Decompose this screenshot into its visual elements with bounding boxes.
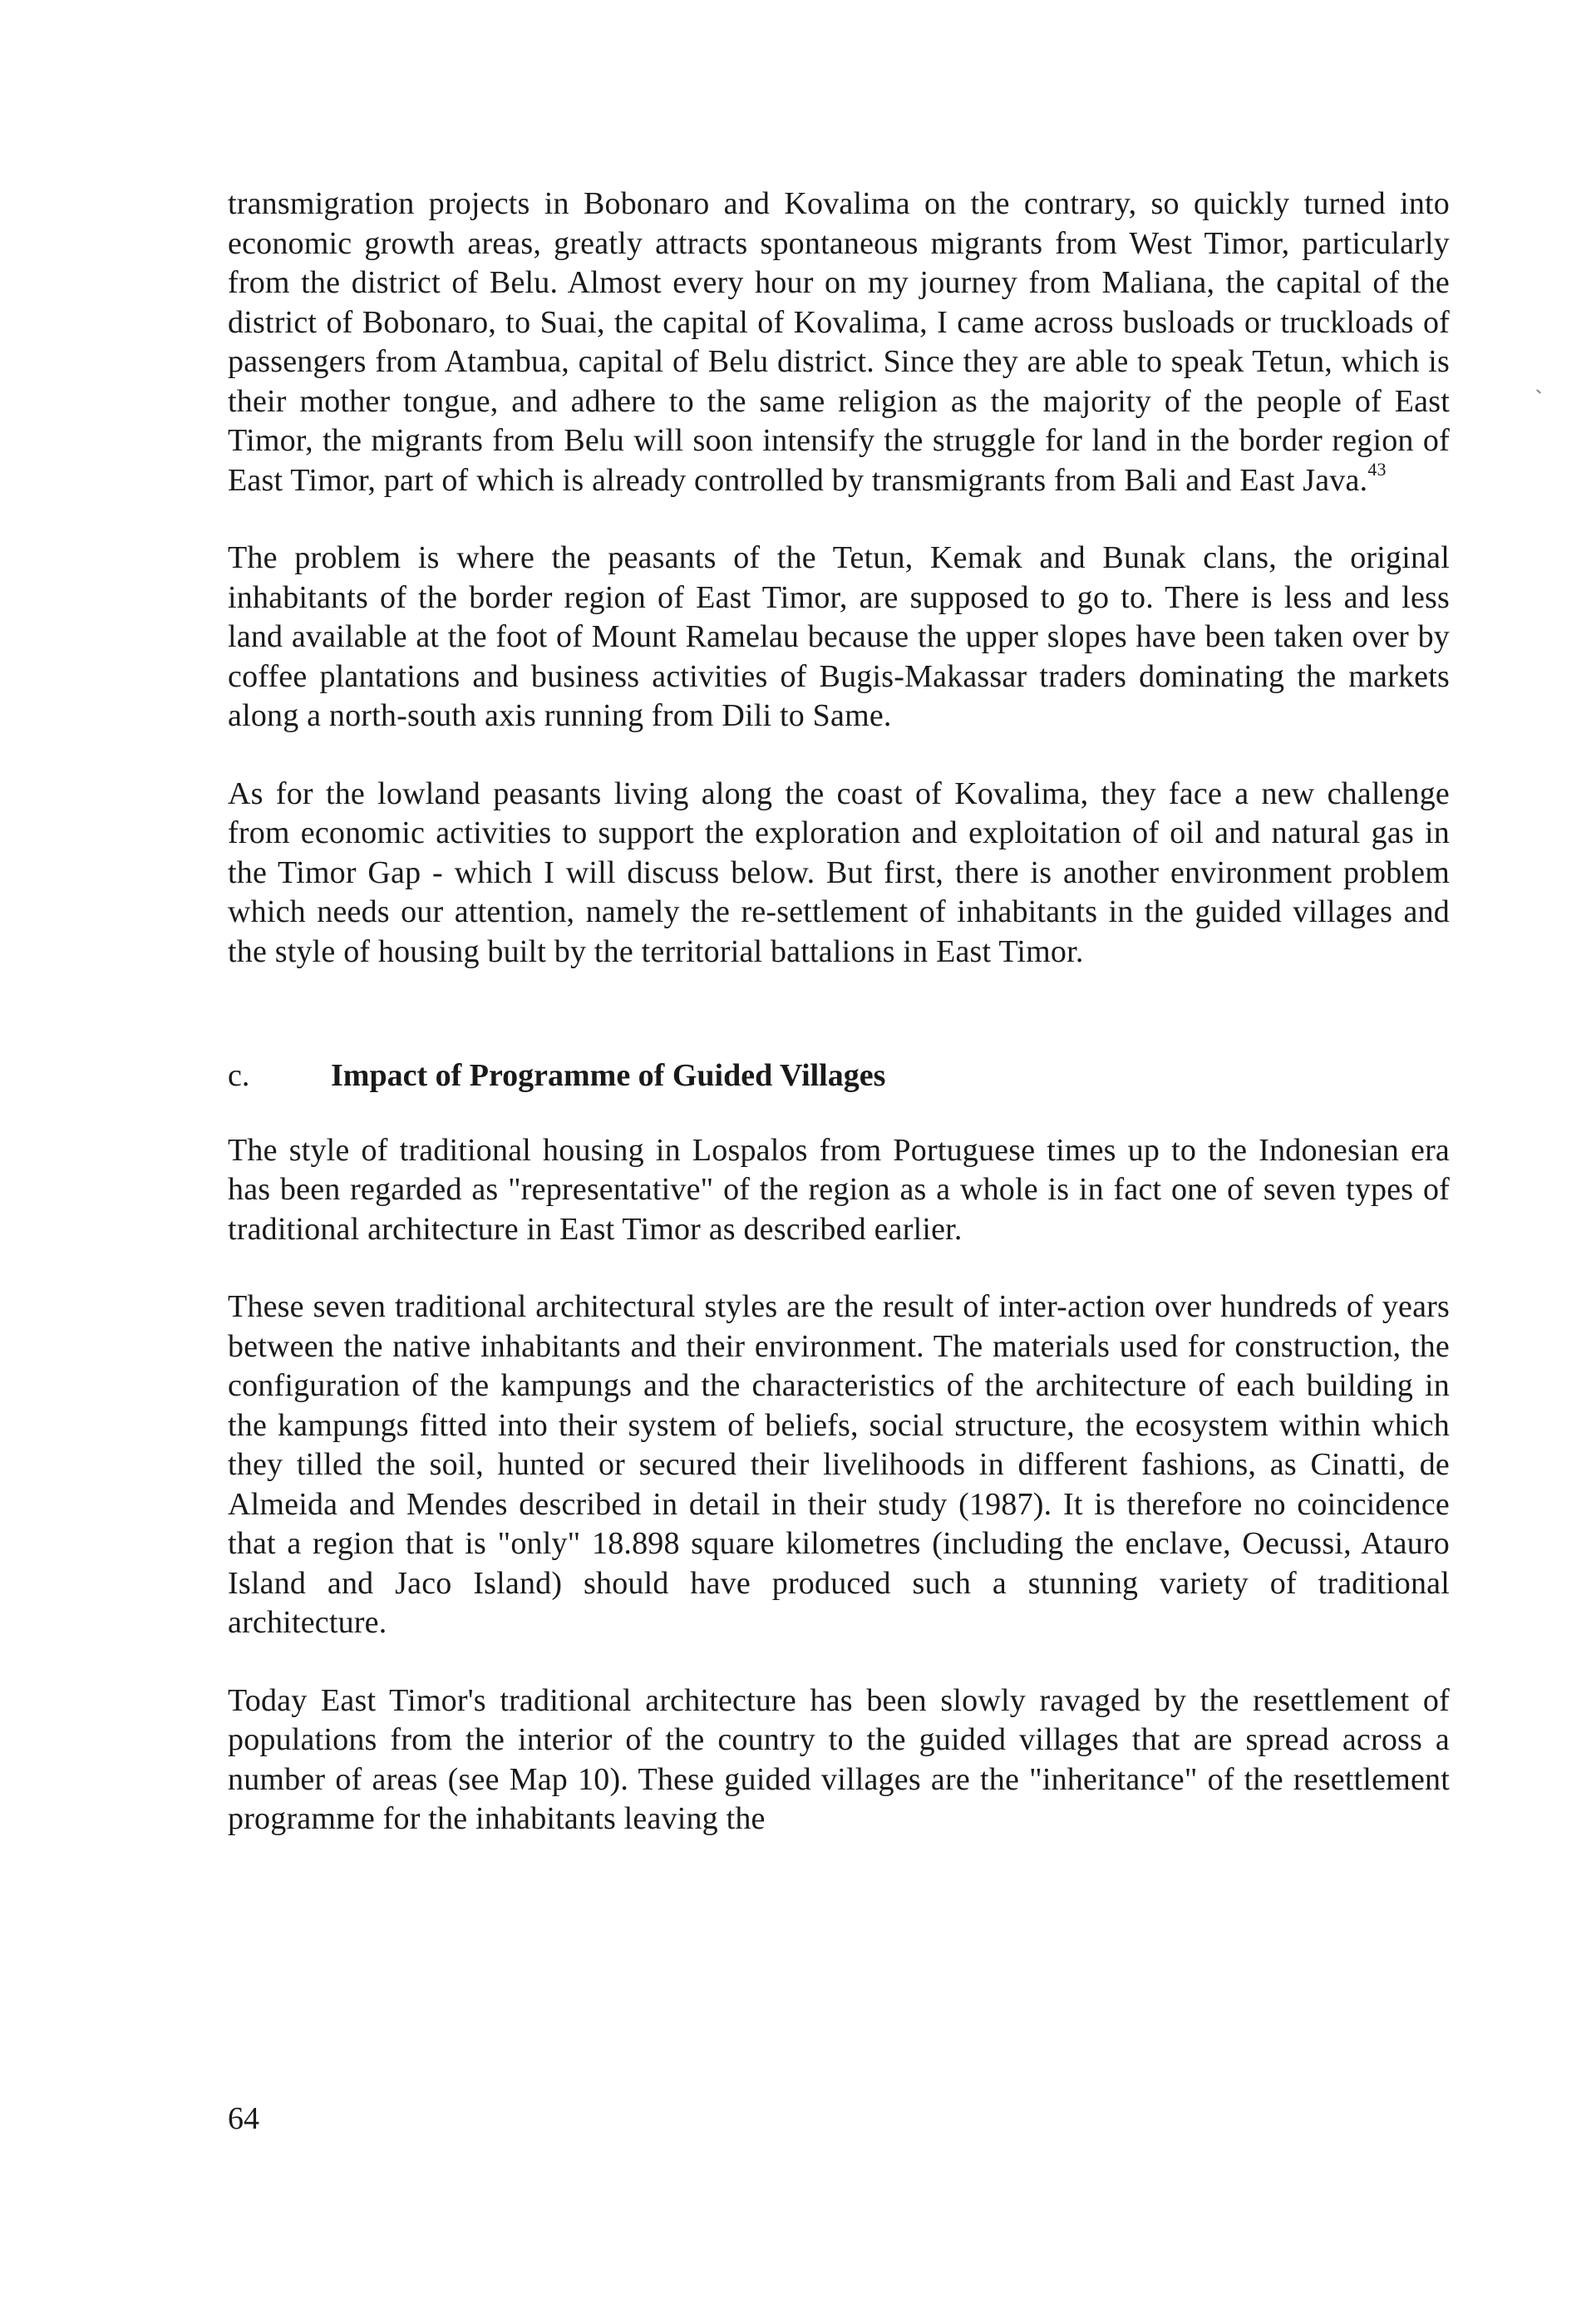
paragraph-transmigration bbox=[228, 185, 1450, 500]
paragraph-lowland-peasants: As for the lowland peasants living along the coast of Kovalima, they face a new challenge from economic activities to support the exploration and exploitation of oil and natural gas in the Timor Gap - which I will discuss below. But first, there is another environment problem which needs our attention, namely the re-settlement of inhabitants in the guided villages and the style of housing built by the territorial battalions in East Timor. bbox=[228, 775, 1450, 969]
paragraph-seven-styles: These seven traditional architectural styles are the result of inter-action over hundreds of years between the native inhabitants and their environment. The materials used for construction, the configuration of the kampungs and the characteristics of the architecture of each building in the kampungs fitted into their system of beliefs, social structure, the ecosystem within which they tilled the soil, hunted or secured their livelihoods in different fashions, as Cinatti, de Almeida and Mendes described in detail in their study (1987). It is therefore no coincidence that a region that is "only" 18.898 square kilometres (including the enclave, Oecussi, Atauro Island and Jaco Island) should have produced such a stunning variety of traditional architecture. bbox=[228, 1289, 1450, 1640]
paragraph-text: transmigration projects in Bobonaro and Kovalima on the contrary, so quickly turned into economic growth areas, greatly attracts spontaneous migrants from West Timor, particularly from the district of Belu. Almost every hour on my journey from Maliana, the capital of the district of Bobonaro, to Suai, the capital of Kovalima, I came across busloads or truckloads of passengers from Atambua, capital of Belu district. Since they are able to speak Tetun, which is their mother tongue, and adhere to the same religion as the majority of the people of East Timor, the migrants from Belu will soon intensify the struggle for land in the border region of East Timor, part of which is already controlled by transmigrants from Bali and East Java. bbox=[228, 186, 1450, 498]
page-body bbox=[228, 185, 1450, 1839]
paragraph-today-architecture: Today East Timor's traditional architecture has been slowly ravaged by the resettlement of populations from the interior of the country to the guided villages that are spread across a number of areas (see Map 10). These guided villages are the "inheritance" of the resettlement programme for the inhabitants leaving the bbox=[228, 1682, 1450, 1836]
section-marker: c. bbox=[228, 1058, 250, 1093]
paragraph-traditional-housing: The style of traditional housing in Lospalos from Portuguese times up to the Indonesian era has been regarded as "representative" of the region as a whole is in fact one of seven types of traditional architecture in East Timor as described earlier. bbox=[228, 1132, 1450, 1247]
scan-speck bbox=[1536, 389, 1541, 393]
footnote-marker: 43 bbox=[1367, 458, 1387, 480]
paragraph-peasants-problem: The problem is where the peasants of the Tetun, Kemak and Bunak clans, the original inhabitants of the border region of East Timor, are supposed to go to. There is less and less land available at the foot of Mount Ramelau because the upper slopes have been taken over by coffee plantations and business activities of Bugis-Makassar traders dominating the markets along a north-south axis running from Dili to Same. bbox=[228, 540, 1450, 733]
section-title: Impact of Programme of Guided Villages bbox=[331, 1058, 886, 1093]
section-heading bbox=[228, 1056, 1450, 1096]
page-number: 64 bbox=[228, 2101, 259, 2136]
